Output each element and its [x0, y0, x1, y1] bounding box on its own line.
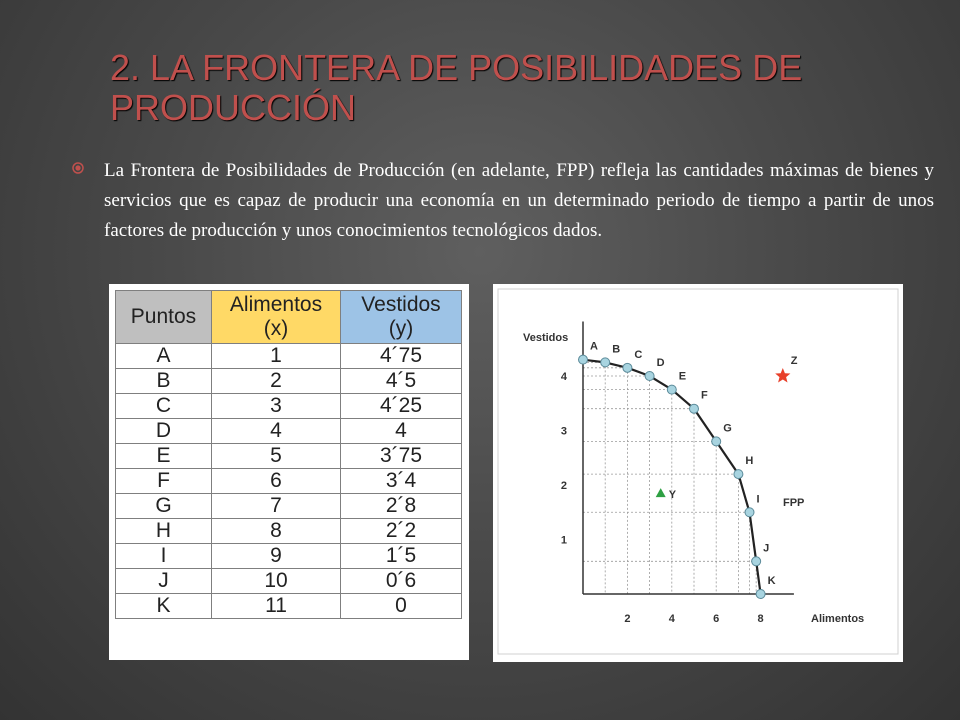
cell-vestidos: 4	[341, 419, 462, 444]
cell-punto: J	[116, 569, 212, 594]
data-point-f	[690, 404, 699, 413]
data-point-h	[734, 470, 743, 479]
point-label-b: B	[612, 343, 621, 356]
cell-punto: F	[116, 469, 212, 494]
table-row	[116, 394, 462, 419]
y-axis-title: Vestidos	[523, 332, 569, 344]
data-point-i	[745, 508, 754, 517]
bullet-text: La Frontera de Posibilidades de Producción (en adelante, FPP) refleja las cantidades máximas de bienes y servicios que es capaz de producir una economía en un determinado periodo de tiempo a partir de unos factores de producción y unos conocimientos tecnológicos dados.	[104, 160, 934, 241]
point-label-c: C	[634, 348, 643, 361]
y-tick-label: 1	[560, 534, 567, 547]
cell-punto: C	[116, 394, 212, 419]
point-label-k: K	[767, 575, 776, 587]
point-label-g: G	[723, 422, 732, 435]
table-row	[116, 544, 462, 569]
cell-alimentos: 4	[212, 419, 341, 444]
point-label-a: A	[590, 340, 598, 353]
cell-alimentos: 7	[212, 494, 341, 519]
x-axis-title: Alimentos	[811, 613, 865, 625]
cell-vestidos: 3´4	[341, 469, 462, 494]
data-point-c	[623, 363, 632, 372]
cell-vestidos: 4´25	[341, 394, 462, 419]
cell-alimentos: 2	[212, 369, 341, 394]
data-point-k	[756, 590, 765, 599]
cell-punto: B	[116, 369, 212, 394]
point-label-d: D	[656, 357, 665, 369]
cell-vestidos: 3´75	[341, 444, 462, 469]
cell-alimentos: 10	[212, 569, 341, 594]
data-point-b	[601, 358, 610, 367]
x-tick-label: 8	[757, 613, 764, 625]
point-label-h: H	[745, 455, 754, 468]
header-text: Vestidos	[361, 293, 441, 316]
cell-alimentos: 1	[212, 344, 341, 369]
bullet-paragraph	[72, 156, 934, 246]
cell-alimentos: 5	[212, 444, 341, 469]
table-row	[116, 569, 462, 594]
cell-punto: H	[116, 519, 212, 544]
header-puntos	[116, 291, 212, 344]
header-text: (x)	[263, 317, 289, 340]
data-point-e	[667, 385, 676, 394]
table-header-row	[116, 291, 462, 344]
x-tick-label: 2	[624, 613, 631, 625]
table-row	[116, 344, 462, 369]
cell-vestidos: 2´2	[341, 519, 462, 544]
cell-vestidos: 4´5	[341, 369, 462, 394]
x-tick-label: 6	[713, 613, 720, 625]
point-label-j: J	[763, 542, 770, 555]
cell-punto: D	[116, 419, 212, 444]
table-row	[116, 594, 462, 619]
cell-punto: E	[116, 444, 212, 469]
data-point-d	[645, 372, 654, 381]
table-row	[116, 494, 462, 519]
cell-vestidos: 2´8	[341, 494, 462, 519]
data-point-j	[752, 557, 761, 566]
slide-title-line1: 2. LA FRONTERA DE POSIBILIDADES DE	[110, 47, 803, 88]
slide-title	[110, 48, 910, 128]
cell-alimentos: 9	[212, 544, 341, 569]
data-point-a	[579, 355, 588, 364]
table-row	[116, 419, 462, 444]
point-label-e: E	[678, 370, 687, 383]
table-row	[116, 369, 462, 394]
cell-punto: A	[116, 344, 212, 369]
point-z-star-icon	[775, 368, 790, 383]
cell-alimentos: 3	[212, 394, 341, 419]
table-row	[116, 444, 462, 469]
bullet-circle-icon	[72, 162, 84, 174]
point-label-z: Z	[790, 355, 798, 367]
cell-alimentos: 8	[212, 519, 341, 544]
data-table	[115, 290, 462, 619]
fpp-chart-panel	[493, 284, 903, 662]
point-label-i: I	[756, 493, 760, 506]
fpp-chart	[493, 284, 903, 662]
point-label-y: Y	[668, 489, 677, 502]
cell-vestidos: 4´75	[341, 344, 462, 369]
table-row	[116, 469, 462, 494]
header-vestidos	[341, 291, 462, 344]
cell-vestidos: 1´5	[341, 544, 462, 569]
slide-title-line2: PRODUCCIÓN	[110, 87, 357, 128]
cell-punto: G	[116, 494, 212, 519]
y-tick-label: 2	[560, 480, 567, 492]
y-tick-label: 4	[560, 371, 567, 383]
header-text: Alimentos	[229, 293, 323, 316]
cell-alimentos: 6	[212, 469, 341, 494]
header-text: Puntos	[130, 305, 197, 328]
point-label-f: F	[701, 389, 708, 402]
curve-label-fpp: FPP	[783, 497, 805, 509]
table-row	[116, 519, 462, 544]
cell-punto: I	[116, 544, 212, 569]
y-tick-label: 3	[560, 425, 567, 438]
point-y-triangle-icon	[656, 488, 666, 497]
cell-punto: K	[116, 594, 212, 619]
data-table-panel	[109, 284, 469, 660]
x-tick-label: 4	[668, 613, 675, 625]
cell-vestidos: 0´6	[341, 569, 462, 594]
data-point-g	[712, 437, 721, 446]
header-text: (y)	[388, 317, 414, 340]
header-alimentos	[212, 291, 341, 344]
cell-vestidos: 0	[341, 594, 462, 619]
cell-alimentos: 11	[212, 594, 341, 619]
